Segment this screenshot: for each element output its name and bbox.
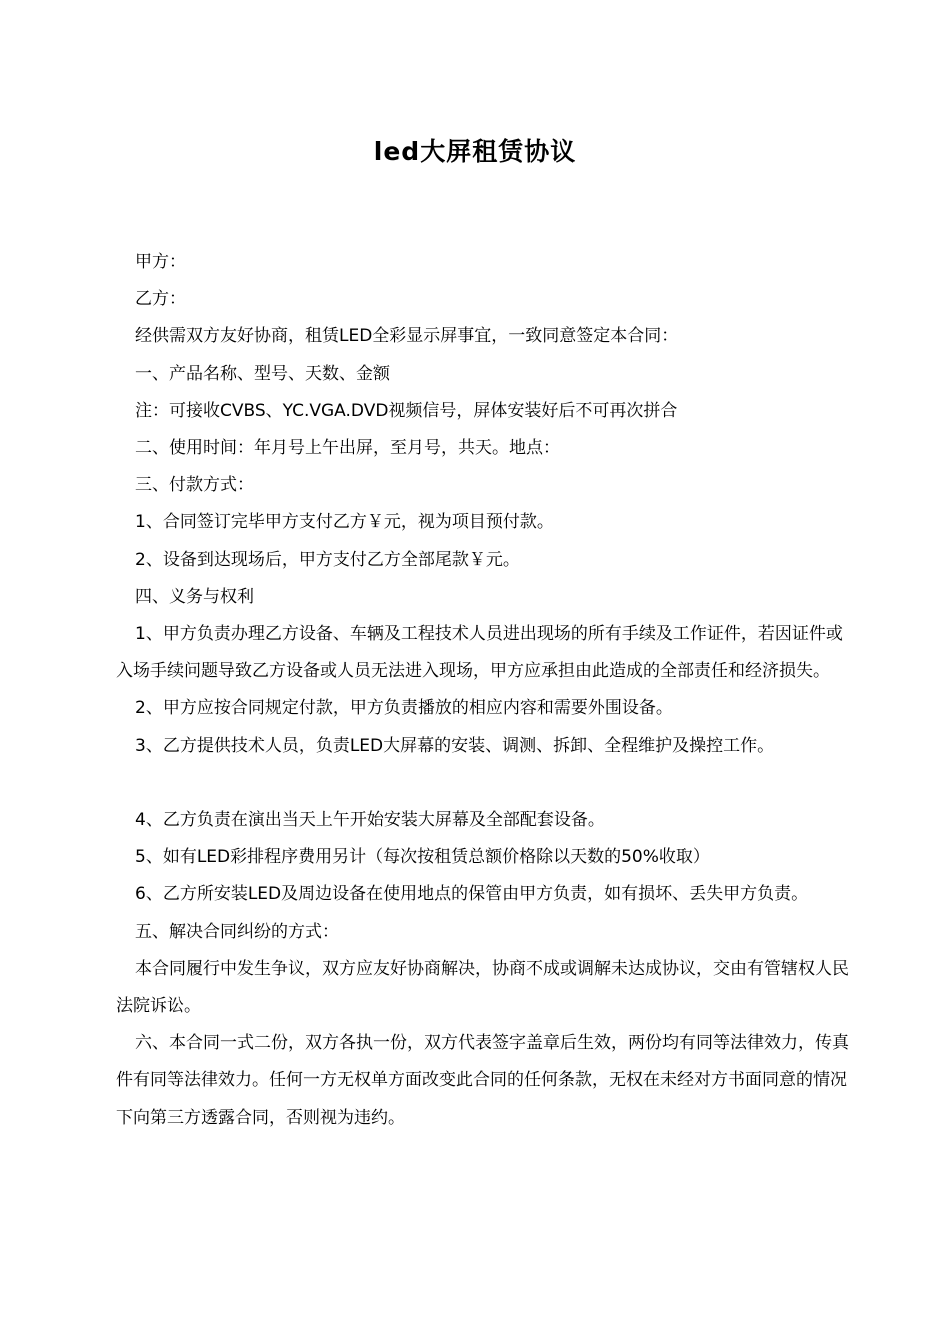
section-2-heading: 二、使用时间：年月号上午出屏，至月号，共天。地点： — [135, 438, 560, 459]
duty-item-2: 2、甲方应按合同规定付款，甲方负责播放的相应内容和需要外围设备。 — [135, 698, 673, 719]
party-a-line: 甲方： — [135, 252, 186, 272]
payment-item-2: 2、设备到达现场后，甲方支付乙方全部尾款￥元。 — [135, 549, 520, 570]
blank-line — [116, 765, 856, 802]
duty-item-5: 5、如有LED彩排程序费用另计（每次按租赁总额价格除以天数的50%收取） — [135, 847, 710, 868]
note-paragraph: 注：可接收CVBS、YC.VGA.DVD视频信号，屏体安装好后不可再次拼合 — [135, 400, 678, 421]
duty-item-1: 1、甲方负责办理乙方设备、车辆及工程技术人员进出现场的所有手续及工作证件，若因证件或入场手续问题导致乙方设备或人员无法进入现场，甲方应承担由此造成的全部责任和经济损失。 — [116, 624, 843, 682]
payment-item-1: 1、合同签订完毕甲方支付乙方￥元，视为项目预付款。 — [135, 512, 554, 533]
section-5-heading: 五、解决合同纠纷的方式： — [135, 921, 339, 942]
section-4-heading: 四、义务与权利 — [135, 586, 254, 607]
section-3-heading: 三、付款方式： — [135, 475, 254, 496]
intro-paragraph: 经供需双方友好协商，租赁LED全彩显示屏事宜，一致同意签定本合同： — [135, 326, 679, 347]
party-b-line: 乙方： — [135, 289, 186, 310]
dispute-paragraph: 本合同履行中发生争议，双方应友好协商解决，协商不成或调解未达成协议，交由有管辖权人民法院诉讼。 — [116, 958, 849, 1017]
section-6-paragraph: 六、本合同一式二份，双方各执一份，双方代表签字盖章后生效，两份均有同等法律效力，传真件有同等法律效力。任何一方无权单方面改变此合同的任何条款，无权在未经对方书面同意的情况下向第三方透露合同，否则视为违约。 — [116, 1033, 849, 1128]
document-body — [116, 244, 856, 1137]
document-title: led大屏租赁协议 — [373, 137, 577, 166]
duty-item-4: 4、乙方负责在演出当天上午开始安装大屏幕及全部配套设备。 — [135, 810, 605, 831]
duty-item-3: 3、乙方提供技术人员，负责LED大屏幕的安装、调测、拆卸、全程维护及操控工作。 — [135, 735, 775, 756]
section-1-heading: 一、产品名称、型号、天数、金额 — [135, 363, 390, 384]
duty-item-6: 6、乙方所安装LED及周边设备在使用地点的保管由甲方负责，如有损坏、丢失甲方负责。 — [135, 884, 809, 905]
